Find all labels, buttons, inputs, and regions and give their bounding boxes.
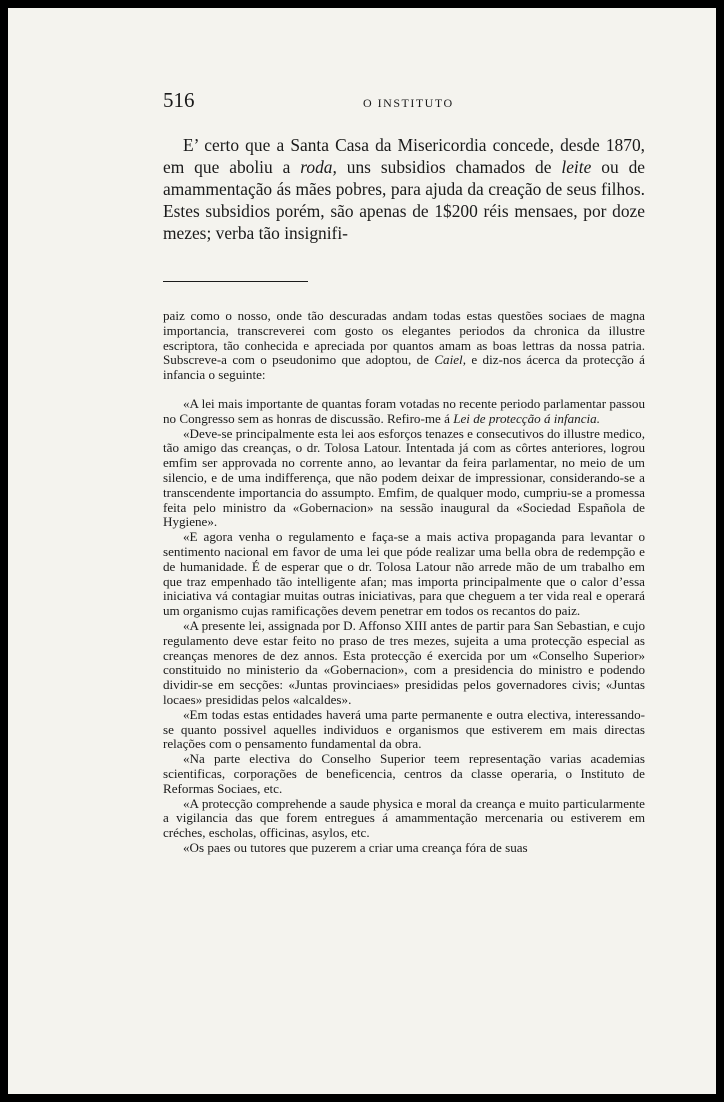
running-title: O INSTITUTO — [363, 96, 454, 110]
footnote-intro-b: e diz-nos ácerca da protecção á infancia o seguinte: — [163, 352, 645, 383]
footnote-para1-a: «A lei mais importante de quantas foram votadas no recente periodo parlamentar passou no Congresso sem as honras de discussão. Refiro-me á — [163, 395, 645, 426]
page-header — [163, 88, 645, 118]
footnote-paragraph-3: «E agora venha o regulamento e faça-se a mais activa propaganda para levantar o sentimento nacional em favor de uma lei que póde realizar uma bella obra de redempção e de humanidade. É de esperar que o dr. Tolosa Latour não arrede mão de um trabalho em que traz empenhado tão intelligente afan; mas importa principalmente que o calor d’essa iniciativa vá contagiar muitas outras iniciativas, para que cheguem a ter vida real e operará um organismo cujas ramificações devem penetrar em todos os recantos do paiz. — [163, 529, 645, 619]
footnote-paragraph-2: «Deve-se principalmente esta lei aos esforços tenazes e consecutivos do illustre medico, tão amigo das creanças, o dr. Tolosa Latour. Intentada já com as côrtes anteriores, logrou emfim ser approvada no corrente anno, ao levantar da feira parlamentar, no meio de um silencio, e de uma indifferença, que não podem deixar de impressionar, considerando-se a transcendente importancia do assumpto. Emfim, de qualquer modo, cumpriu-se a promessa feita pelo ministro da «Gobernacion» na sessão inaugural da «Sociedad Española de Hygiene». — [163, 425, 645, 530]
footnote-caiel: Caiel, — [434, 352, 466, 368]
footnote-paragraph-4: «A presente lei, assignada por D. Affonso XIII antes de partir para San Sebastian, e cujo regulamento deve estar feito no praso de tres mezes, sujeita a uma protecção especial as creanças menores de dez annos. Esta protecção é exercida por um «Conselho Superior» constituido no ministerio da «Gobernacion», com a presidencia do ministro e podendo dividir-se em secções: «Juntas provinciaes» presididas pelos governadores civis; «Juntas locaes» presididas pelos «alcaldes». — [163, 617, 645, 707]
footnote-paragraph-1 — [163, 397, 645, 427]
footnote-intro — [163, 309, 645, 383]
footnote-paragraph-7: «A protecção comprehende a saude physica e moral da creança e muito particularmente a vigilancia das que forem entregues á amammentação mercenaria ou estiverem em créches, escholas, officinas, asylos, etc. — [163, 795, 645, 841]
main-text-part-3: uns subsidios chamados de — [336, 157, 562, 177]
footnote-paragraph-6: «Na parte electiva do Conselho Superior teem representação varias academias scientificas, corporações de beneficencia, centros da classe operaria, o Instituto de Reformas Sociaes, etc. — [163, 751, 645, 796]
footnote-law-title: Lei de protecção á infancia. — [453, 410, 600, 426]
main-text-roda: roda, — [300, 157, 337, 177]
main-text-part-5: ou de amammentação ás mães pobres, para ajuda da creação de seus filhos. Estes subsidios porém, são apenas de 1$200 réis mensaes, por doze mezes; verba tão insignifi- — [163, 157, 645, 243]
footnote-rule — [163, 281, 308, 282]
footnote-paragraph-5: «Em todas estas entidades haverá uma parte permanente e outra electiva, interessando-se quanto possivel aquelles individuos e organismos que estiverem em mais directas relações com o pensamento fundamental da obra. — [163, 706, 645, 752]
main-text-part-1: E’ certo que a Santa Casa da Misericordia concede, desde 1870, em que aboliu a — [163, 135, 645, 177]
footnote-paragraph-8: «Os paes ou tutores que puzerem a criar uma creança fóra de suas — [183, 839, 528, 855]
page-content — [163, 88, 645, 856]
main-paragraph — [163, 134, 645, 244]
page-number: 516 — [163, 88, 195, 112]
scanned-page — [8, 8, 716, 1094]
main-text-leite: leite — [561, 157, 592, 177]
footnote-intro-a: paiz como o nosso, onde tão descuradas andam todas estas questões sociaes de magna importancia, transcreverei com gosto os elegantes periodos da chronica da illustre escriptora, tão conhecida e apreciada por quantos amam as boas lettras da nossa patria. Subscreve-a com o pseudonimo que adoptou, de — [163, 308, 645, 368]
